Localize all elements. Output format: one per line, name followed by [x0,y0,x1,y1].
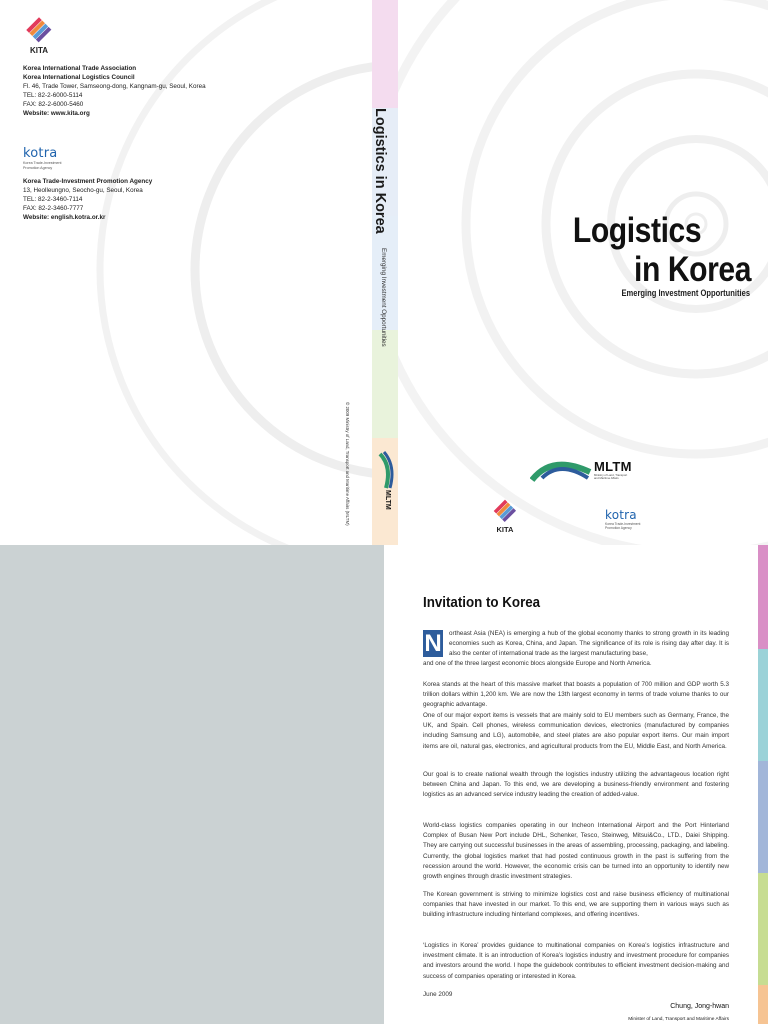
paragraph-4: Our goal is to create national wealth through the logistics industry utilizing the advantageous location right between China and Japan. To this end, we are developing a business-friendly environment and fostering logistics as an advanced service industry leading the creation of added-value. [423,771,729,799]
kita-contact-line: Fl. 46, Trade Tower, Samseong-dong, Kangnam-gu, Seoul, Korea [23,83,206,90]
section-tab-blue [758,761,768,873]
spine-subtitle: Emerging Investment Opportunities [380,248,387,347]
paragraph-2: Korea stands at the heart of this massive market that boasts a population of 700 million and GDP worth 5.3 trillion dollars within 1,200 km. We are now the 13th largest economy in terms of trade volume thanks to our geographic advantage. [423,681,729,709]
cover-title-line-1: Logistics [572,211,701,250]
grey-panel [0,545,384,1024]
kita-contact-line: Website: www.kita.org [23,110,90,117]
section-tab-pink [758,545,768,649]
kotra-logo-sub-1: Korea Trade-Investment [605,522,641,526]
front-cover [398,0,768,545]
spine-title: Logistics in Korea [372,108,388,234]
drop-cap: N [424,630,442,657]
back-cover [0,0,372,545]
kotra-logo-sub-2: Promotion Agency [23,165,53,170]
signer-title: Minister of Land, Transport and Maritime Affairs [628,1017,729,1022]
kita-logo-icon [22,16,56,56]
kotra-logo-sub-1: Korea Trade-Investment [23,161,62,165]
section-tab-green [758,873,768,985]
kotra-contact-line: Website: english.kotra.or.kr [23,214,106,221]
spine-band-pink [372,0,398,108]
kotra-logo-sub-2: Promotion Agency [605,526,632,530]
spine-mltm-text: MLTM [384,490,391,510]
kotra-contact-line: 13, Heolleungno, Seocho-gu, Seoul, Korea [23,187,143,194]
cover-title-line-2: in Korea [633,250,751,289]
section-tab-orange [758,985,768,1024]
paragraph-3: One of our major export items is vessels that are mainly sold to EU members such as Germany, France, the UK, and Spain. Cell phones, wireless communication devices, electronics (manufactured by companies including Samsung and LG), automobile, and steel plates are also popular export items. Our main import items are oil, natural gas, electronics, and agricultural products from the EU, Middle East, and North America. [423,712,729,750]
section-tab-teal [758,649,768,761]
paragraph-5: World-class logistics companies operating in our Incheon International Airport and the Port Hinterland Complex of Busan New Port include DHL, Schenker, Tesco, Steinweg, Mitsui&Co., LTD., Daiei Shipping. They are carrying out successful businesses in the areas of assembling, processing, packaging, and labeling. Currently, the global logistics market that had posted continuous growth in the past is suffering from the recession around the world. However, the economic crisis can be turned into an opportunity to identify new growth engines through drastic investment strategies. [423,822,729,881]
copyright-text: © 2009 Ministry of Land, Transport and Maritime Affairs (MLTM) [345,402,350,526]
letter-date: June 2009 [423,991,453,998]
cover-subtitle: Emerging Investment Opportunities [621,288,750,298]
kita-contact [23,64,206,118]
paragraph-1-start: ortheast Asia (NEA) is emerging a hub of the global economy thanks to strong growth in its leading economies such as Korea, China, and Japan. The significance of its role is rising day after day. It is also the center of international trade as the largest manufacturing base, [449,630,729,658]
kita-logo-text: KITA [496,525,514,534]
kita-contact-line: TEL: 82-2-6000-5114 [23,92,83,99]
mltm-logo-icon [530,458,592,482]
mltm-spine-logo-icon [374,448,396,530]
paragraph-1-end: and one of the three largest economic blocs alongside Europe and North America. [423,660,652,667]
kita-contact-line: Korea International Logistics Council [23,74,135,81]
kotra-logo-text: kotra [23,146,58,161]
kita-contact-line: Korea International Trade Association [23,65,137,72]
kita-contact-line: FAX: 82-2-6000-5460 [23,101,84,108]
kita-logo-text: KITA [29,46,49,55]
invitation-letter [384,545,768,1024]
kita-logo-icon [491,498,519,534]
kotra-contact-line: TEL: 82-2-3460-7114 [23,196,83,203]
letter-title: Invitation to Korea [423,595,541,611]
kotra-contact-line: FAX: 82-2-3460-7777 [23,205,84,212]
kotra-logo-text: kotra [605,508,637,522]
kotra-logo [605,508,640,530]
paragraph-6: The Korean government is striving to minimize logistics cost and raise business efficiency of multinational companies that have invested in our market. To this end, we are supporting them in various ways such as building infrastructure including hinterland complexes, and offering incentives. [423,891,729,919]
kotra-contact [23,177,152,222]
kotra-contact-line: Korea Trade-Investment Promotion Agency [23,178,153,185]
kotra-logo [23,146,62,170]
signer-name: Chung, Jong-hwan [670,1003,729,1010]
paragraph-7: ‘Logistics in Korea’ provides guidance to multinational companies on Korea’s logistics infrastructure and investment climate. It is an introduction of Korea’s logistics industry and investment procedure for companies and investors around the world. I hope the guidebook contributes to efficient investment decision-making and success of companies operating or interested in Korea. [423,942,729,980]
mltm-logo-subtitle: Ministry of Land, Transport and Maritime Affairs [594,473,628,481]
mltm-logo-text: MLTM [594,459,632,474]
